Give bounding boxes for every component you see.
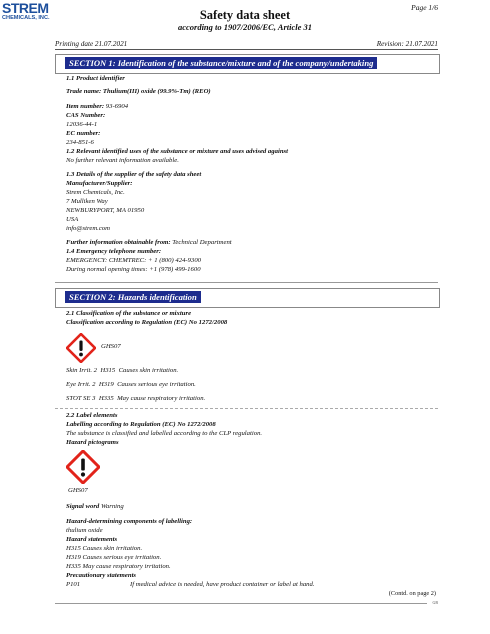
cas-number-value: 12036-44-1 (66, 121, 98, 128)
section-2-heading: SECTION 2: Hazards identification (65, 291, 201, 303)
determining-components-title: Hazard-determining components of labelling: (66, 518, 193, 525)
hazard-category: Skin Irrit. 2 (66, 367, 98, 374)
classification-regulation: Classification according to Regulation (EC) No 1272/2008 (66, 319, 228, 326)
ghs07-pictogram-icon (66, 450, 100, 484)
signal-word (66, 503, 124, 510)
manufacturer-label: Manufacturer/Supplier: (66, 180, 133, 187)
hazard-statement: H335 May cause respiratory irritation. (66, 563, 171, 570)
revision-date: Revision: 21.07.2021 (376, 40, 438, 48)
city-address: NEWBURYPORT, MA 01950 (66, 207, 145, 214)
footer-mark: GB (432, 600, 438, 605)
hazard-text: Causes serious eye irritation. (117, 381, 196, 388)
logo-subtext: CHEMICALS, INC. (2, 15, 50, 21)
continued-note: (Contd. on page 2) (388, 590, 436, 597)
opening-times-phone: During normal opening times: +1 (978) 499-1600 (66, 266, 201, 273)
signal-word-value: Warning (100, 503, 124, 510)
email-link[interactable]: info@strem.com (66, 225, 110, 232)
component-name: thulium oxide (66, 527, 103, 534)
hazard-statements-title: Hazard statements (66, 536, 118, 543)
signal-word-label: Signal word (66, 503, 100, 510)
classification-title: 2.1 Classification of the substance or mixture (66, 310, 192, 317)
country: USA (66, 216, 79, 223)
item-number-label: Item number: (66, 103, 106, 110)
precautionary-text: If medical advice is needed, have product container or label at hand. (130, 581, 315, 588)
cas-number-label: CAS Number: (66, 112, 106, 119)
hazard-code: H315 (100, 367, 116, 374)
relevant-uses-title: 1.2 Relevant identified uses of the substance or mixture and uses advised against (66, 148, 288, 155)
hazard-text: Causes skin irritation. (118, 367, 179, 374)
hazard-pictograms-title: Hazard pictograms (66, 439, 119, 446)
relevant-uses-text: No further relevant information available. (66, 157, 179, 164)
hazard-row-skin (66, 367, 178, 374)
item-number-value: 93-6904 (105, 103, 129, 110)
clp-statement: The substance is classified and labelled according to the CLP regulation. (66, 430, 263, 437)
labelling-regulation: Labelling according to Regulation (EC) No 1272/2008 (66, 421, 216, 428)
trade-name: Trade name: Thulium(III) oxide (99.9%-Tm) (REO) (66, 88, 211, 95)
section-1-heading: SECTION 1: Identification of the substance/mixture and of the company/undertaking (65, 57, 377, 69)
header-divider (55, 49, 438, 50)
printing-date: Printing date 21.07.2021 (55, 40, 128, 48)
footer-rule (55, 603, 427, 604)
dashed-divider (55, 408, 438, 409)
document-subtitle: according to 1907/2006/EC, Article 31 (177, 22, 313, 32)
emergency-phone: EMERGENCY: CHEMTREC: + 1 (800) 424-9300 (66, 257, 202, 264)
further-information-label: Further information obtainable from: (66, 239, 173, 246)
street-address: 7 Mulliken Way (66, 198, 108, 205)
label-elements-title: 2.2 Label elements (66, 412, 118, 419)
supplier-details-title: 1.3 Details of the supplier of the safety data sheet (66, 171, 202, 178)
logo-text: STREM (2, 0, 49, 16)
product-identifier-title: 1.1 Product identifier (66, 75, 125, 82)
ec-number-label: EC number: (66, 130, 101, 137)
ghs07-exclamation-icon (66, 333, 96, 363)
hazard-statement: H319 Causes serious eye irritation. (66, 554, 162, 561)
precautionary-statements-title: Precautionary statements (66, 572, 137, 579)
precautionary-code: P101 (66, 581, 81, 588)
pictogram-label: GHS07 (68, 487, 88, 494)
item-number (66, 103, 128, 110)
hazard-category: Eye Irrit. 2 (66, 381, 96, 388)
further-information (66, 239, 232, 246)
emergency-phone-title: 1.4 Emergency telephone number: (66, 248, 162, 255)
hazard-category: STOT SE 3 (66, 395, 96, 402)
section-divider (55, 282, 438, 283)
ghs07-label: GHS07 (101, 343, 121, 350)
document-title: Safety data sheet (199, 8, 291, 22)
hazard-row-eye (66, 381, 196, 388)
hazard-statement: H315 Causes skin irritation. (66, 545, 143, 552)
ec-number-value: 234-851-6 (66, 139, 94, 146)
hazard-code: H335 (98, 395, 114, 402)
page-number: Page 1/6 (411, 3, 438, 12)
hazard-text: May cause respiratory irritation. (117, 395, 206, 402)
hazard-code: H319 (98, 381, 114, 388)
company-name: Strem Chemicals, Inc. (66, 189, 125, 196)
hazard-row-stot (66, 395, 205, 402)
further-information-value: Technical Department (172, 239, 232, 246)
